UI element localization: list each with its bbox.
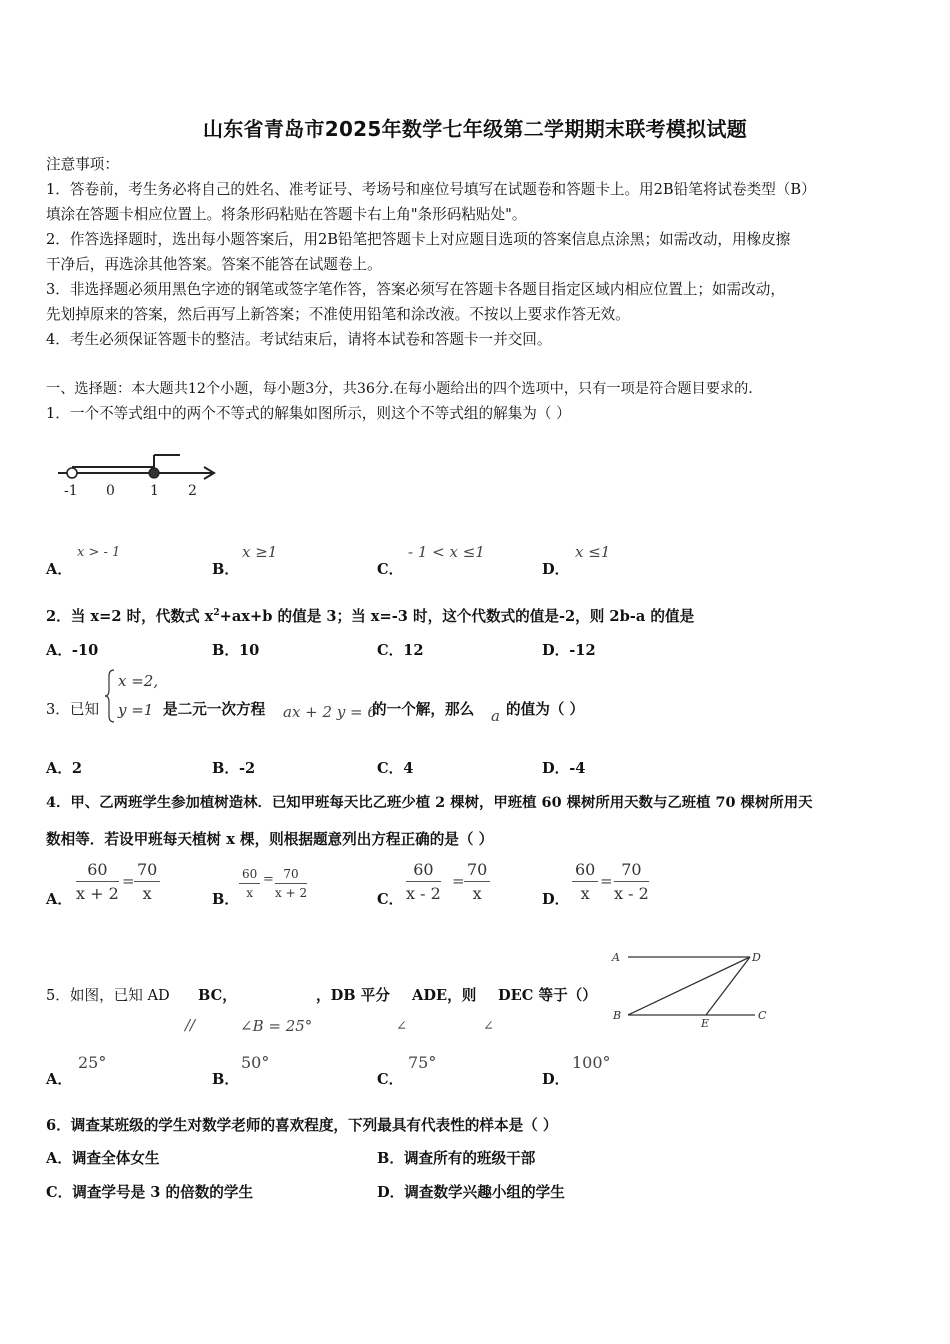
fig-label-d: D [752, 951, 761, 964]
q5-stem-3: ，DB 平分 [316, 987, 390, 1004]
q6-option-c[interactable]: C．调查学号是 3 的倍数的学生 [46, 1184, 254, 1201]
q5-option-a-value: 25° [78, 1053, 107, 1072]
q3-option-c[interactable]: C．4 [377, 760, 414, 777]
q1-option-c-math: - 1 < x ≤1 [408, 543, 485, 561]
q4-option-c-label[interactable]: C． [377, 891, 404, 908]
q5-option-b-value: 50° [241, 1053, 270, 1072]
q4-option-b-frac1: $\frac{60}{x}$ [239, 867, 260, 900]
q5-option-b-label[interactable]: B． [212, 1071, 239, 1088]
q4-option-a-frac2: $\frac{70}{x}$ [134, 860, 160, 903]
notice-line-4: 干净后，再选涂其他答案。答案不能答在试题卷上。 [46, 256, 382, 273]
q2-option-c[interactable]: C．12 [377, 642, 424, 659]
q6-option-b[interactable]: B．调查所有的班级干部 [377, 1150, 536, 1167]
q5-option-d-value: 100° [572, 1053, 611, 1072]
q1-stem: 1．一个不等式组中的两个不等式的解集如图所示，则这个不等式组的解集为（ ） [46, 405, 571, 422]
q4-option-c-eq: = [452, 872, 465, 890]
notice-heading: 注意事项： [46, 156, 119, 173]
number-line-figure [50, 448, 230, 500]
q4-option-c-frac1: $\frac{60}{x - 2}$ [406, 860, 441, 903]
q3-prefix: 3．已知 [46, 701, 100, 718]
q4-option-a-eq: = [122, 872, 135, 890]
axis-label-1: 1 [150, 483, 159, 499]
q4-line-2: 数相等．若设甲班每天植树 x 棵，则根据题意列出方程正确的是（ ） [46, 831, 494, 848]
axis-label-neg1: -1 [64, 483, 78, 499]
q5-stem-2: BC， [198, 987, 237, 1004]
q1-option-b-math: x ≥1 [242, 543, 278, 561]
q2-option-b[interactable]: B．10 [212, 642, 260, 659]
q5-option-d-label[interactable]: D． [542, 1071, 570, 1088]
q3-mid: 是二元一次方程 [163, 701, 266, 718]
brace-icon [104, 668, 116, 724]
q3-eq1: x =2, [118, 672, 159, 690]
notice-line-3: 2．作答选择题时，选出每小题答案后，用2B铅笔把答题卡上对应题目选项的答案信息点涂黑；如需改动，用橡皮擦 [46, 231, 791, 248]
q1-option-d-math: x ≤1 [575, 543, 611, 561]
axis-label-0: 0 [106, 483, 115, 499]
q1-option-d-label[interactable]: D． [542, 561, 570, 578]
q1-option-b-label[interactable]: B． [212, 561, 239, 578]
q4-line-1: 4．甲、乙两班学生参加植树造林．已知甲班每天比乙班少植 2 棵树，甲班植 60 棵树所用天数与乙班植 70 棵树所用天 [46, 794, 813, 811]
q6-option-d[interactable]: D．调查数学兴趣小组的学生 [377, 1184, 565, 1201]
q4-option-a-label[interactable]: A． [46, 891, 72, 908]
q4-option-d-frac1: $\frac{60}{x}$ [572, 860, 598, 903]
q2-stem: 2．当 x=2 时，代数式 $x^2+ax+b$ 的值是 3；当 x=-3 时，这个代数式的值是-2，则 2b-a 的值是 [46, 608, 695, 625]
q5-stem-5: DEC 等于（） [498, 987, 597, 1004]
q4-option-d-eq: = [600, 872, 613, 890]
q4-option-b-label[interactable]: B． [212, 891, 239, 908]
notice-line-1: 1．答卷前，考生务必将自己的姓名、准考证号、考场号和座位号填写在试题卷和答题卡上。用2B铅笔将试卷类型（B） [46, 181, 816, 198]
q1-option-a-math: x > - 1 [77, 545, 121, 560]
q3-var: a [491, 707, 500, 725]
q4-option-a-frac1: $\frac{60}{x + 2}$ [76, 860, 119, 903]
notice-line-5: 3．非选择题必须用黑色字迹的钢笔或签字笔作答，答案必须写在答题卡各题目指定区域内相应位置上；如需改动， [46, 281, 785, 298]
q5-angle-symbol-2: ∠ [483, 1019, 494, 1034]
q6-stem: 6．调查某班级的学生对数学老师的喜欢程度，下列最具有代表性的样本是（ ） [46, 1117, 558, 1134]
q4-option-b-eq: = [263, 872, 274, 887]
q3-option-d[interactable]: D．-4 [542, 760, 586, 777]
q4-option-b-frac2: $\frac{70}{x + 2}$ [275, 867, 308, 900]
fig-label-b: B [613, 1009, 622, 1022]
q1-option-c-label[interactable]: C． [377, 561, 404, 578]
q4-option-d-frac2: $\frac{70}{x - 2}$ [614, 860, 649, 903]
parallel-lines-figure [610, 945, 780, 1030]
section-heading: 一、选择题：本大题共12个小题，每小题3分，共36分.在每小题给出的四个选项中，只有一项是符合题目要求的. [46, 381, 753, 397]
q5-option-a-label[interactable]: A． [46, 1071, 72, 1088]
q3-end: 的值为（ ） [506, 701, 585, 718]
q2-option-a[interactable]: A．-10 [46, 642, 99, 659]
q6-option-a[interactable]: A．调查全体女生 [46, 1150, 160, 1167]
notice-line-7: 4．考生必须保证答题卡的整洁。考试结束后，请将本试卷和答题卡一并交回。 [46, 331, 552, 348]
notice-line-6: 先划掉原来的答案，然后再写上新答案；不准使用铅笔和涂改液。不按以上要求作答无效。 [46, 306, 630, 323]
q3-equation: ax + 2 y = 6 [283, 703, 377, 721]
q3-suffix: 的一个解，那么 [372, 701, 475, 718]
q5-angle-symbol-1: ∠ [396, 1019, 407, 1034]
q5-stem-1: 5．如图，已知 AD [46, 987, 170, 1004]
page-title: 山东省青岛市2025年数学七年级第二学期期末联考模拟试题 [202, 117, 748, 141]
q5-stem-4: ADE，则 [412, 987, 477, 1004]
q5-option-c-value: 75° [408, 1053, 437, 1072]
fig-label-a: A [612, 951, 620, 964]
q5-option-c-label[interactable]: C． [377, 1071, 404, 1088]
q4-option-c-frac2: $\frac{70}{x}$ [464, 860, 490, 903]
axis-label-2: 2 [188, 483, 197, 499]
q2-option-d[interactable]: D．-12 [542, 642, 596, 659]
q4-option-d-label[interactable]: D． [542, 891, 570, 908]
q3-option-a[interactable]: A．2 [46, 760, 83, 777]
notice-line-2: 填涂在答题卡相应位置上。将条形码粘贴在答题卡右上角"条形码粘贴处"。 [46, 206, 527, 223]
fig-label-c: C [758, 1009, 767, 1022]
q5-angle-b: ∠B = 25° [240, 1017, 313, 1035]
q1-option-a-label[interactable]: A． [46, 561, 72, 578]
fig-label-e: E [701, 1017, 710, 1030]
q3-option-b[interactable]: B．-2 [212, 760, 256, 777]
q5-parallel-symbol: // [185, 1016, 196, 1034]
q3-eq2: y =1 [118, 701, 154, 719]
